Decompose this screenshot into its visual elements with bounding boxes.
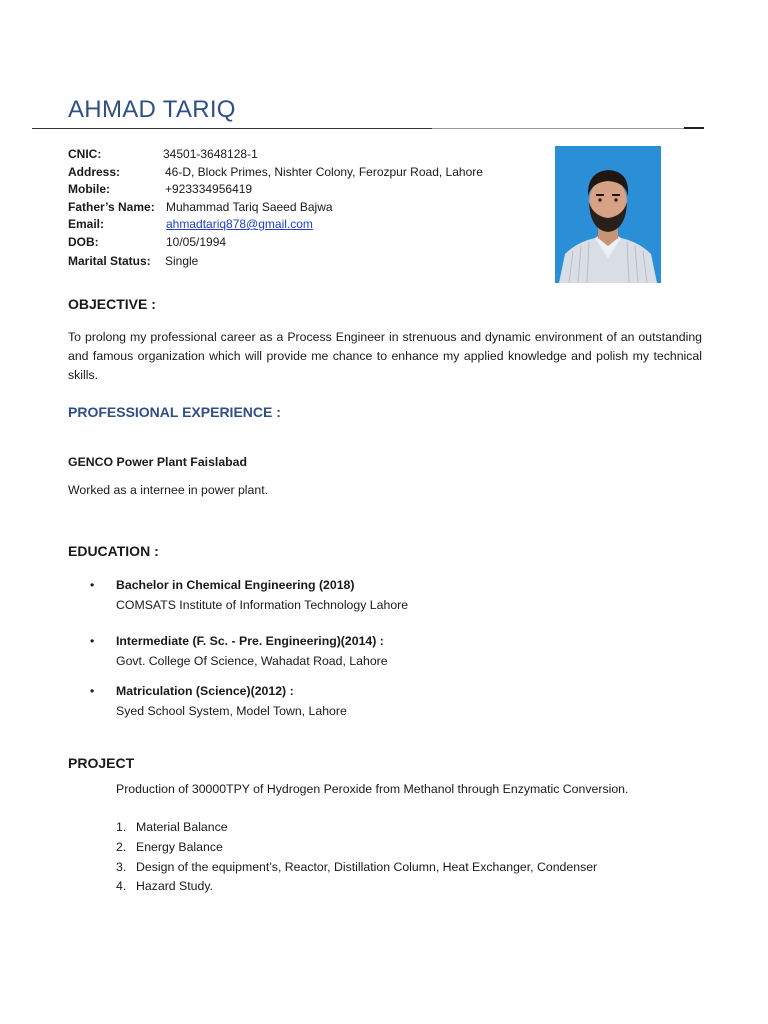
objective-heading: OBJECTIVE : <box>68 296 156 312</box>
info-label: Mobile: <box>68 182 110 196</box>
list-number: 1. <box>116 820 127 834</box>
info-value: 34501-3648128-1 <box>163 147 258 161</box>
portrait-image <box>555 146 661 283</box>
info-label: Father’s Name: <box>68 199 155 214</box>
objective-text: To prolong my professional career as a Process Engineer in strenuous and dynamic environment of an outstanding and famous organization which will provide me chance to enhance my applied knowledge and polish my technical skills. <box>68 330 702 382</box>
education-title: Intermediate (F. Sc. - Pre. Engineering)(2014) : <box>116 634 384 648</box>
email-link[interactable]: ahmadtariq878@gmail.com <box>166 217 313 231</box>
info-label: Email: <box>68 217 105 231</box>
info-label: Marital Status: <box>68 254 151 268</box>
info-value: Single <box>165 254 199 268</box>
education-title: Bachelor in Chemical Engineering (2018) <box>116 578 355 592</box>
profile-photo <box>555 146 661 283</box>
experience-company: GENCO Power Plant Faislabad <box>68 455 248 469</box>
project-heading: PROJECT <box>68 755 135 771</box>
project-description: Production of 30000TPY of Hydrogen Peroxide from Methanol through Enzymatic Conversion. <box>116 782 629 796</box>
list-number: 2. <box>116 839 127 854</box>
info-label: DOB: <box>68 234 99 249</box>
bullet: • <box>90 684 95 698</box>
info-value: 10/05/1994 <box>166 234 227 249</box>
bullet: • <box>90 578 95 592</box>
list-text: Material Balance <box>136 820 228 834</box>
candidate-name: AHMAD TARIQ <box>68 96 236 123</box>
education-school: COMSATS Institute of Information Technology Lahore <box>116 598 409 612</box>
info-label: Address: <box>68 164 121 179</box>
list-text: Hazard Study. <box>136 879 214 894</box>
education-heading: EDUCATION : <box>68 543 159 559</box>
header-rule-light <box>432 128 684 129</box>
education-school: Syed School System, Model Town, Lahore <box>116 704 347 718</box>
list-text: Energy Balance <box>136 839 223 854</box>
header-rule <box>32 128 432 129</box>
experience-description: Worked as a internee in power plant. <box>68 483 269 497</box>
info-value: Muhammad Tariq Saeed Bajwa <box>166 199 333 214</box>
education-school: Govt. College Of Science, Wahadat Road, Lahore <box>116 654 388 668</box>
bullet: • <box>90 634 95 648</box>
info-value: +923334956419 <box>165 182 253 196</box>
list-number: 3. <box>116 859 127 874</box>
experience-heading: PROFESSIONAL EXPERIENCE : <box>68 404 281 420</box>
info-label: CNIC: <box>68 147 102 161</box>
education-title: Matriculation (Science)(2012) : <box>116 684 294 698</box>
list-number: 4. <box>116 879 127 894</box>
header-rule-end <box>684 127 704 129</box>
info-value: 46-D, Block Primes, Nishter Colony, Ferozpur Road, Lahore <box>165 164 483 179</box>
list-text: Design of the equipment’s, Reactor, Distillation Column, Heat Exchanger, Condenser <box>136 859 598 874</box>
